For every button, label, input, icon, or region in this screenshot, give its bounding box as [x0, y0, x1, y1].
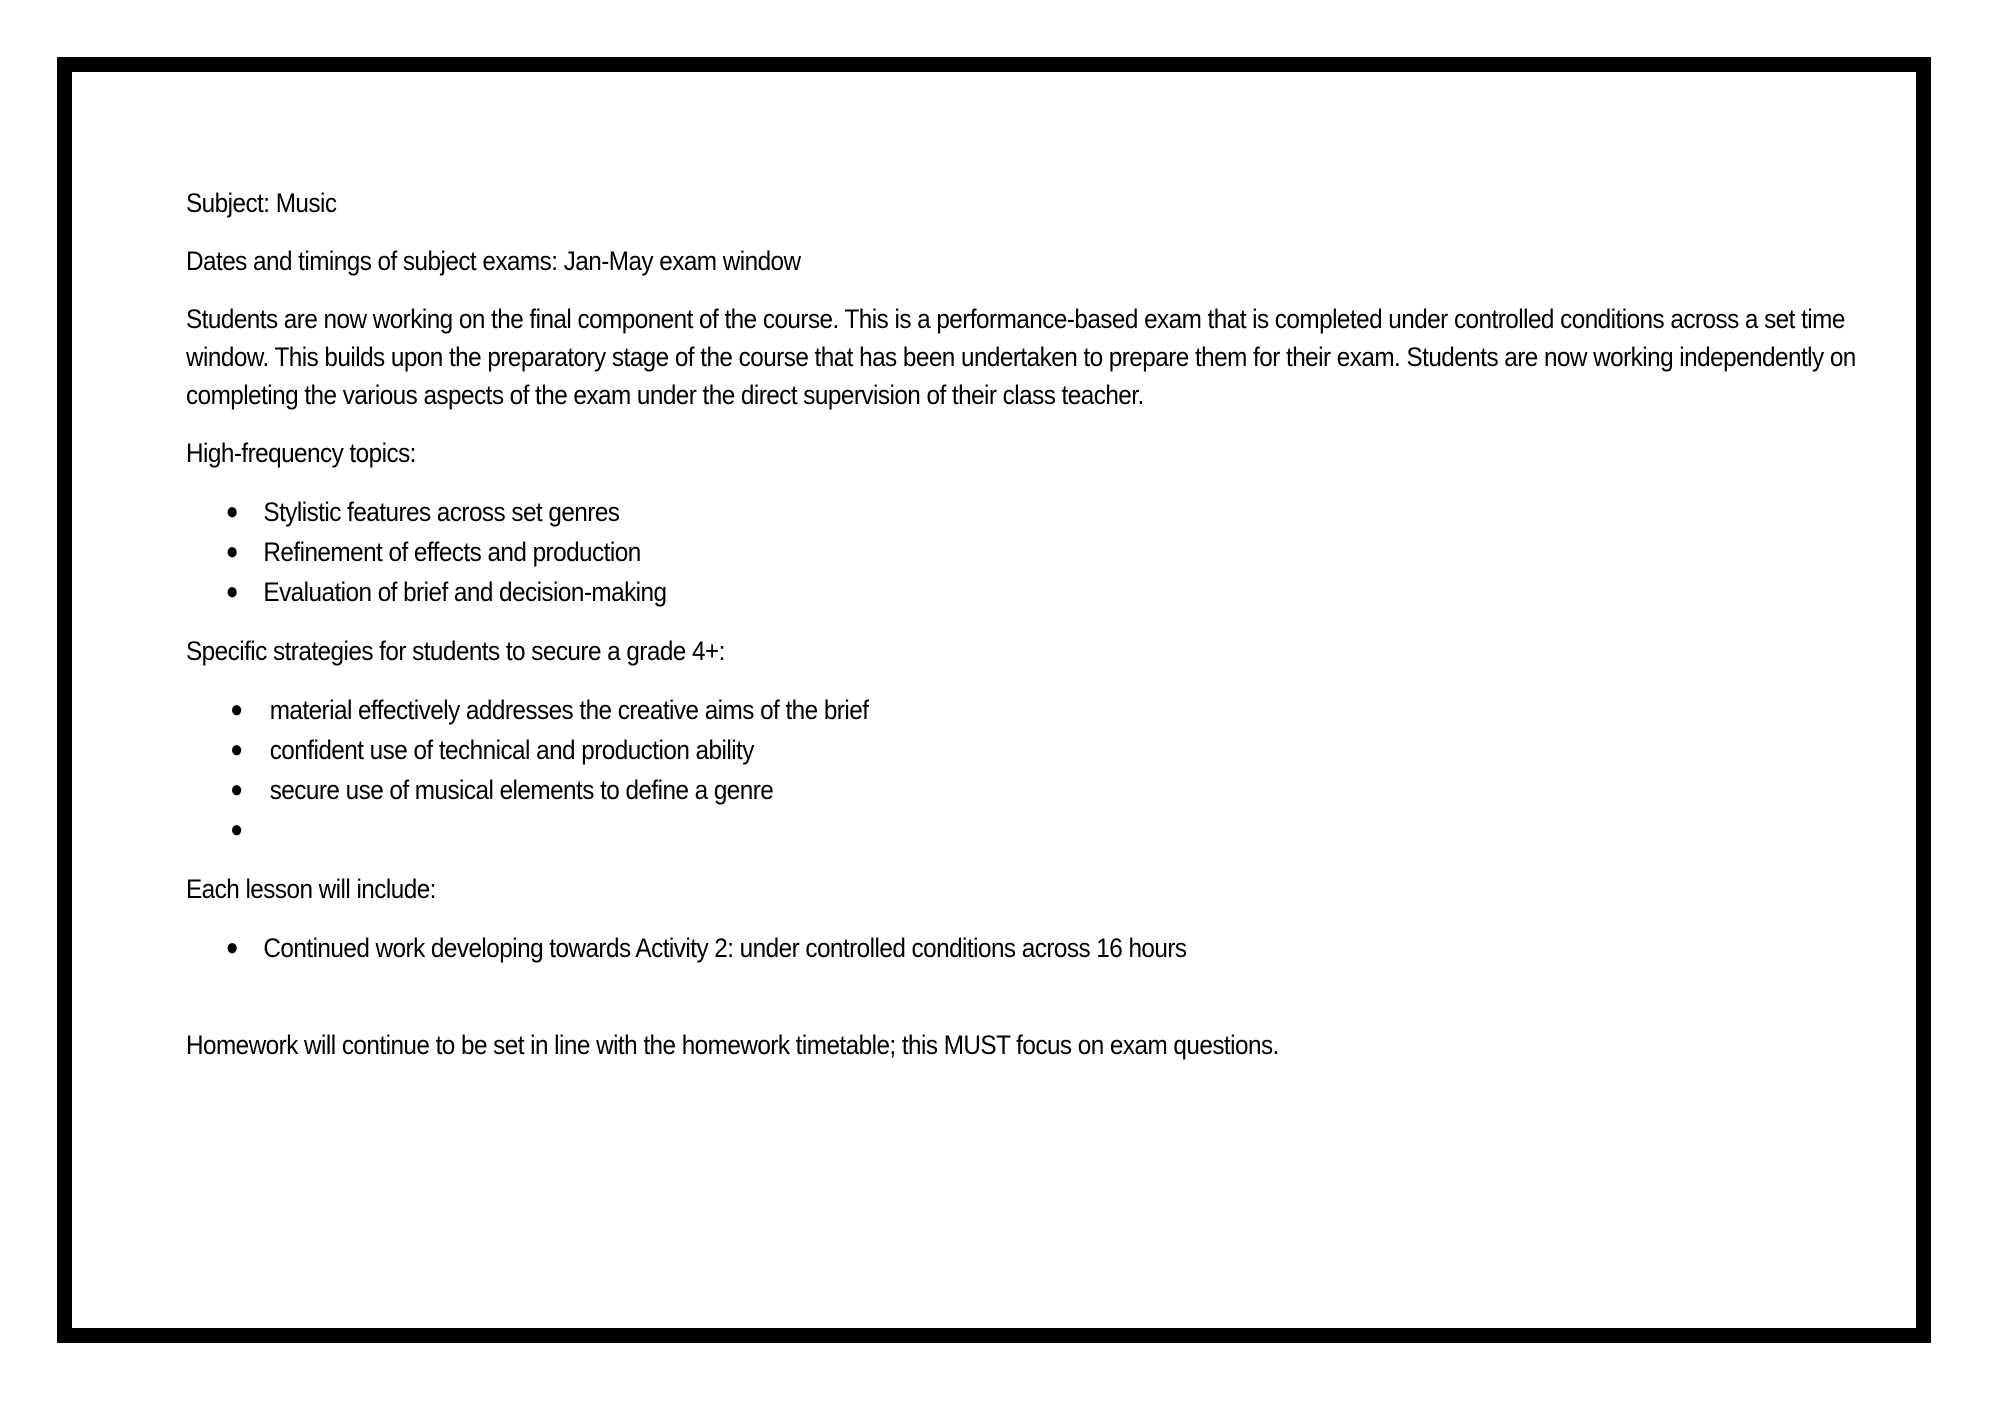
- list-item-text: Evaluation of brief and decision-making: [263, 577, 667, 607]
- list-item: [186, 730, 1906, 770]
- topics-list: [186, 492, 1906, 612]
- list-item: [186, 492, 1906, 532]
- strategies-heading: Specific strategies for students to secure a grade 4+:: [186, 636, 725, 666]
- list-item: [186, 928, 1906, 968]
- topics-heading: High-frequency topics:: [186, 438, 416, 468]
- list-item-empty: [186, 810, 1906, 850]
- strategies-list: [186, 690, 1906, 850]
- bullet-icon: ●: [230, 816, 243, 843]
- bullet-icon: ●: [225, 498, 239, 525]
- list-item: [186, 690, 1906, 730]
- page-frame: [57, 57, 1931, 1343]
- lesson-heading: Each lesson will include:: [186, 874, 436, 904]
- list-item-text: Stylistic features across set genres: [263, 497, 620, 527]
- document-body: [186, 184, 1906, 1084]
- bullet-icon: ●: [230, 696, 243, 723]
- list-item: [186, 532, 1906, 572]
- bullet-icon: ●: [230, 736, 243, 763]
- blank-line: [186, 988, 1906, 1026]
- homework-line: Homework will continue to be set in line with the homework timetable; this MUST focus on exam questions.: [186, 1030, 1279, 1060]
- bullet-icon: ●: [225, 934, 239, 961]
- list-item-text: Refinement of effects and production: [263, 537, 641, 567]
- lesson-list: [186, 928, 1906, 968]
- bullet-icon: ●: [225, 578, 239, 605]
- intro-paragraph: Students are now working on the final component of the course. This is a performance-based exam that is completed under controlled conditions across a set time window. This builds upon the preparatory stage of the course that has been undertaken to prepare them for their exam. Students are now working independently on completing the various aspects of the exam under the direct supervision of their class teacher.: [186, 304, 1856, 410]
- list-item-text: confident use of technical and production ability: [269, 735, 754, 765]
- bullet-icon: ●: [225, 538, 239, 565]
- list-item-text: material effectively addresses the creative aims of the brief: [269, 695, 869, 725]
- list-item: [186, 572, 1906, 612]
- list-item: [186, 770, 1906, 810]
- subject-line: Subject: Music: [186, 188, 337, 218]
- bullet-icon: ●: [230, 776, 243, 803]
- list-item-text: secure use of musical elements to define a genre: [269, 775, 774, 805]
- list-item-text: Continued work developing towards Activity 2: under controlled conditions across 16 hours: [263, 933, 1187, 963]
- exam-dates-line: Dates and timings of subject exams: Jan-May exam window: [186, 246, 801, 276]
